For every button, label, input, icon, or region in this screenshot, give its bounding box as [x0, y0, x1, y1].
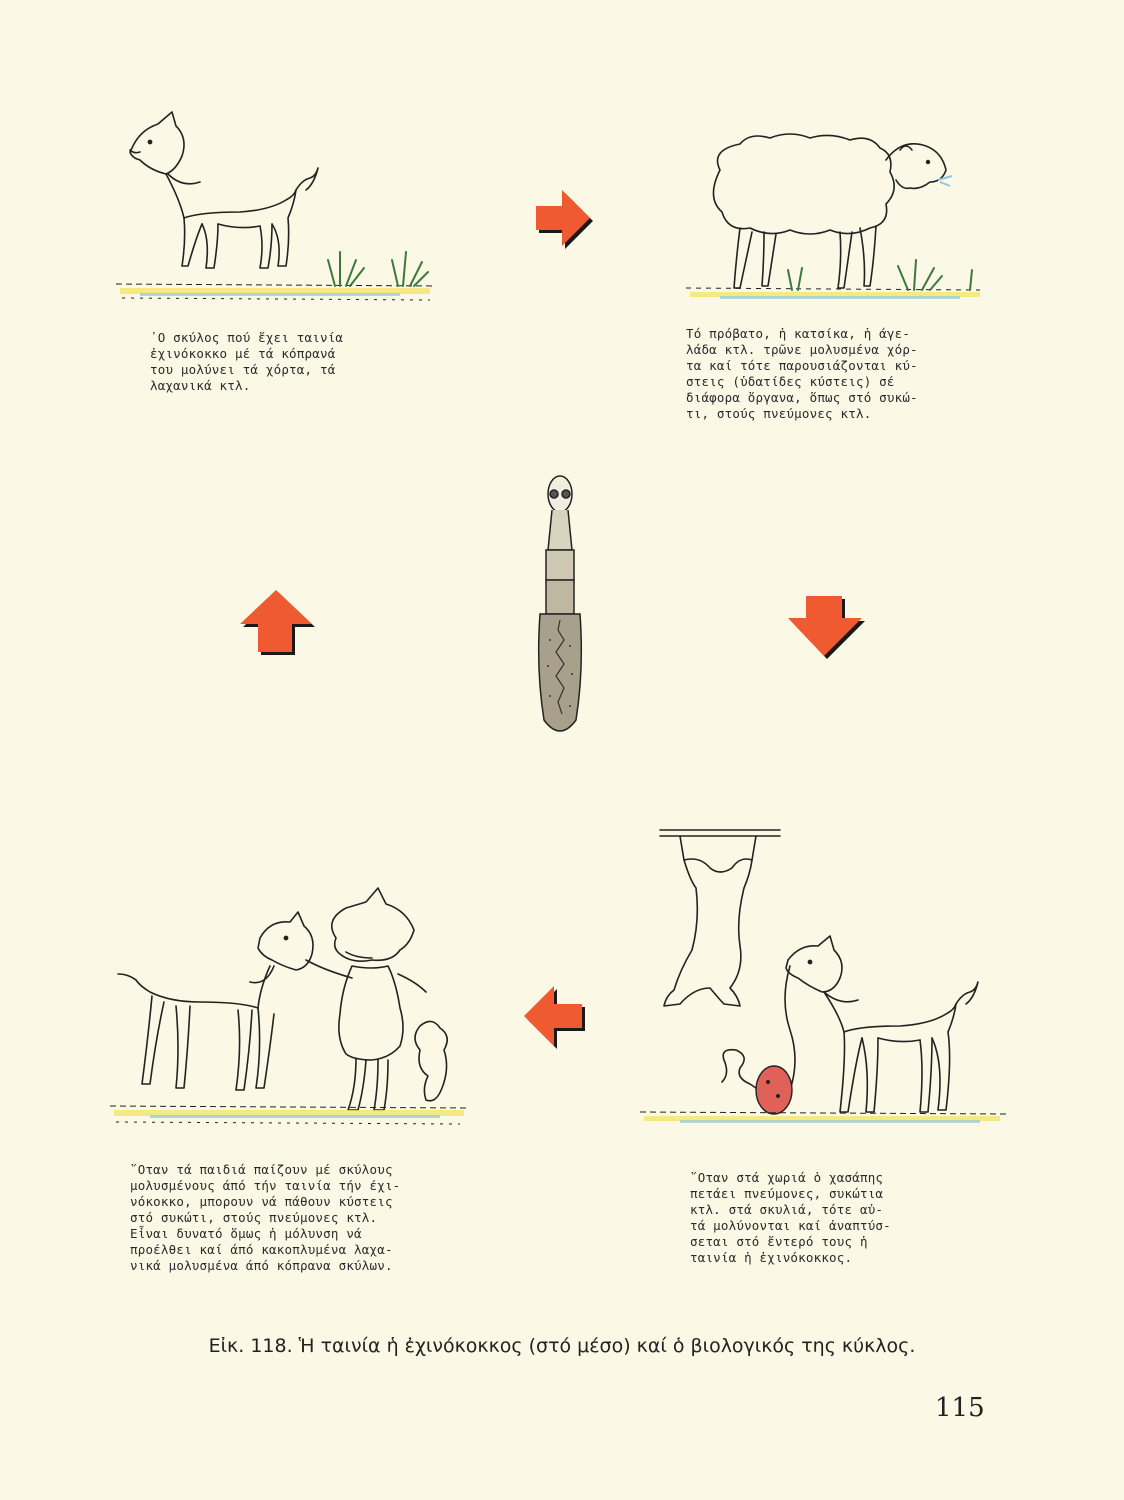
butcher-scene-illustration [640, 820, 1010, 1150]
caption-dog-contaminates: ᾿Ο σκύλος πού ἔχει ταινία ἐχινόκοκκο μέ τά κόπρανά του μολύνει τά χόρτα, τά λαχανικά κτλ. [150, 330, 344, 393]
arrow-down-icon [784, 592, 866, 662]
caption-dog-eats-offal: ῞Οταν στά χωριά ὁ χασάπης πετάει πνεύμονες, συκώτια κτλ. στά σκυλιά, τότε αὐ- τά μολύνονται καί ἀναπτύσ- σεται στό ἔντερό τους ἡ ταινία ἡ ἐχινόκοκκος. [690, 1170, 891, 1265]
dog-illustration [110, 100, 450, 310]
arrow-up-icon [236, 586, 316, 660]
page-number: 115 [935, 1393, 985, 1423]
sheep-illustration [680, 120, 990, 310]
arrow-right-icon [528, 182, 598, 252]
child-dog-illustration [110, 878, 480, 1148]
arrow-left-icon [518, 980, 590, 1052]
figure-caption: Εἰκ. 118. Ἡ ταινία ἡ ἐχινόκοκκος (στό μέσο) καί ὁ βιολογικός της κύκλος. [208, 1335, 916, 1357]
caption-sheep-infected: Τό πρόβατο, ἡ κατσίκα, ἡ άγε- λάδα κτλ. τρῶνε μολυσμένα χόρ- τα καί τότε παρουσιάζονται κύ- στεις (ὑδατίδες κύστεις) σέ διάφορα ὄργανα, ὅπως στό συκώ- τι, στούς πνεύμονες κτλ. [686, 326, 918, 421]
caption-child-infected: ῞Οταν τά παιδιά παίζουν μέ σκύλους μολυσμένους άπό τήν ταινία τήν έχι- νόκοκκο, μπορουν νά πάθουν κύστεις στό συκώτι, στούς πνεύμονες κτλ. Εἶναι δυνατό ὅμως ἡ μόλυνση νά προέλθει καί άπό κακοπλυμένα λαχα- νικά μολυσμένα άπό κόπρανα σκύλων. [130, 1162, 401, 1273]
tapeworm-illustration [520, 470, 600, 760]
